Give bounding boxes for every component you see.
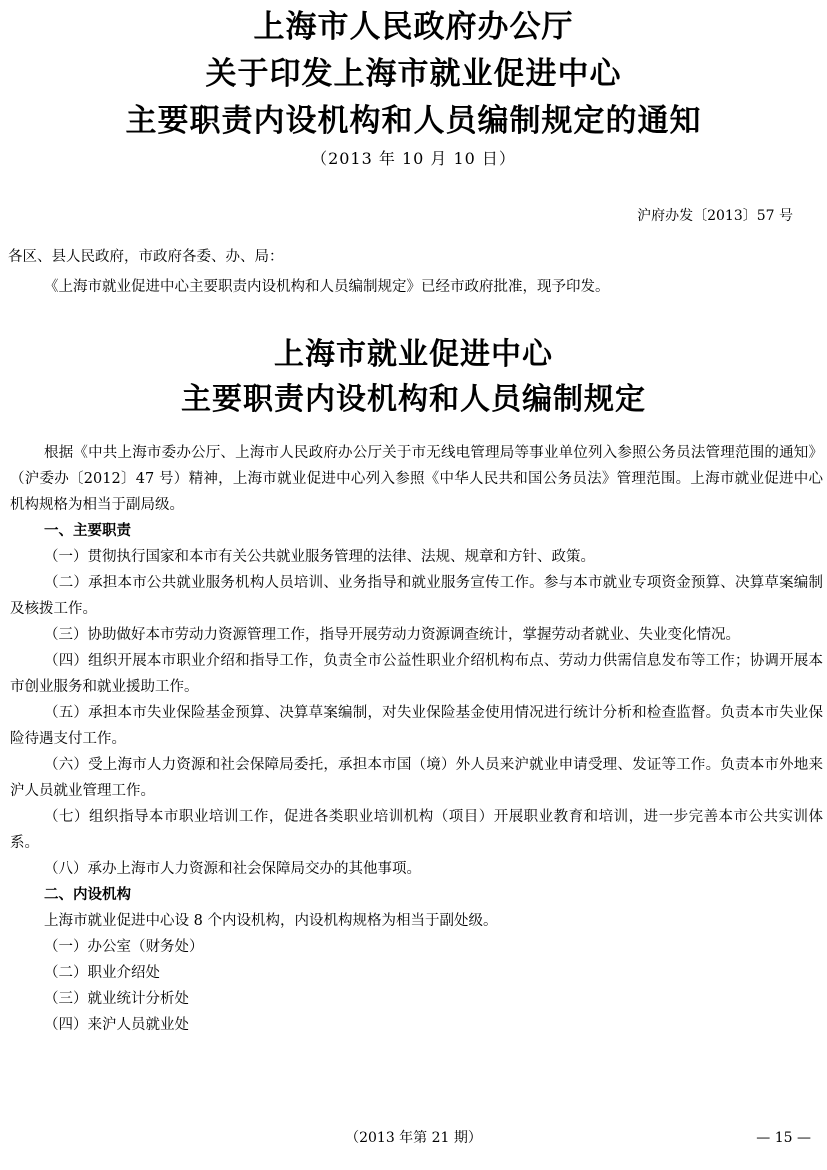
duty-item-7: （七）组织指导本市职业培训工作，促进各类职业培训机构（项目）开展职业教育和培训，进一步完善本市公共实训体系。 [10, 809, 823, 851]
page-number: — 15 — [756, 1130, 811, 1146]
regulation-title-line-2: 主要职责内设机构和人员编制规定 [181, 382, 646, 417]
duty-item-5: （五）承担本市失业保险基金预算、决算草案编制，对失业保险基金使用情况进行统计分析和检查监督。负责本市失业保险待遇支付工作。 [10, 705, 823, 747]
regulation-body [10, 440, 823, 1038]
internal-unit-2: （二）职业介绍处 [44, 965, 160, 981]
regulation-title [0, 332, 827, 422]
internal-unit-3: （三）就业统计分析处 [44, 991, 189, 1007]
notice-title-line-2: 关于印发上海市就业促进中心 [205, 56, 622, 92]
section-heading-internal-units: 二、内设机构 [44, 887, 131, 903]
internal-unit-1: （一）办公室（财务处） [44, 939, 204, 955]
notice-intro: 《上海市就业促进中心主要职责内设机构和人员编制规定》已经市政府批准，现予印发。 [44, 279, 610, 295]
duty-item-4: （四）组织开展本市职业介绍和指导工作，负责全市公益性职业介绍机构布点、劳动力供需信息发布等工作；协调开展本市创业服务和就业援助工作。 [10, 653, 823, 695]
internal-unit-4: （四）来沪人员就业处 [44, 1017, 189, 1033]
notice-title-line-1: 上海市人民政府办公厅 [253, 9, 574, 45]
duty-item-1: （一）贯彻执行国家和本市有关公共就业服务管理的法律、法规、规章和方针、政策。 [44, 549, 595, 565]
regulation-title-line-1: 上海市就业促进中心 [274, 337, 553, 372]
notice-recipient: 各区、县人民政府，市政府各委、办、局： [8, 249, 284, 265]
section-heading-duties: 一、主要职责 [44, 523, 131, 539]
duty-item-2: （二）承担本市公共就业服务机构人员培训、业务指导和就业服务宣传工作。参与本市就业专项资金预算、决算草案编制及核拨工作。 [10, 575, 823, 617]
duty-item-8: （八）承办上海市人力资源和社会保障局交办的其他事项。 [44, 861, 421, 877]
notice-title-line-3: 主要职责内设机构和人员编制规定的通知 [125, 103, 702, 139]
document-number: 沪府办发〔2013〕57 号 [637, 208, 793, 224]
regulation-preamble: 根据《中共上海市委办公厅、上海市人民政府办公厅关于市无线电管理局等事业单位列入参照公务员法管理范围的通知》（沪委办〔2012〕47 号）精神，上海市就业促进中心列入参照《中华人民共和国公务员法》管理范围。上海市就业促进中心机构规格为相当于副局级。 [10, 445, 823, 513]
footer-issue-number: （2013 年第 21 期） [345, 1130, 482, 1146]
duty-item-3: （三）协助做好本市劳动力资源管理工作，指导开展劳动力资源调查统计，掌握劳动者就业、失业变化情况。 [44, 627, 740, 643]
notice-title [0, 4, 827, 172]
notice-date: （2013 年 10 月 10 日） [311, 149, 516, 168]
internal-units-intro: 上海市就业促进中心设 8 个内设机构，内设机构规格为相当于副处级。 [44, 913, 498, 929]
duty-item-6: （六）受上海市人力资源和社会保障局委托，承担本市国（境）外人员来沪就业申请受理、发证等工作。负责本市外地来沪人员就业管理工作。 [10, 757, 823, 799]
